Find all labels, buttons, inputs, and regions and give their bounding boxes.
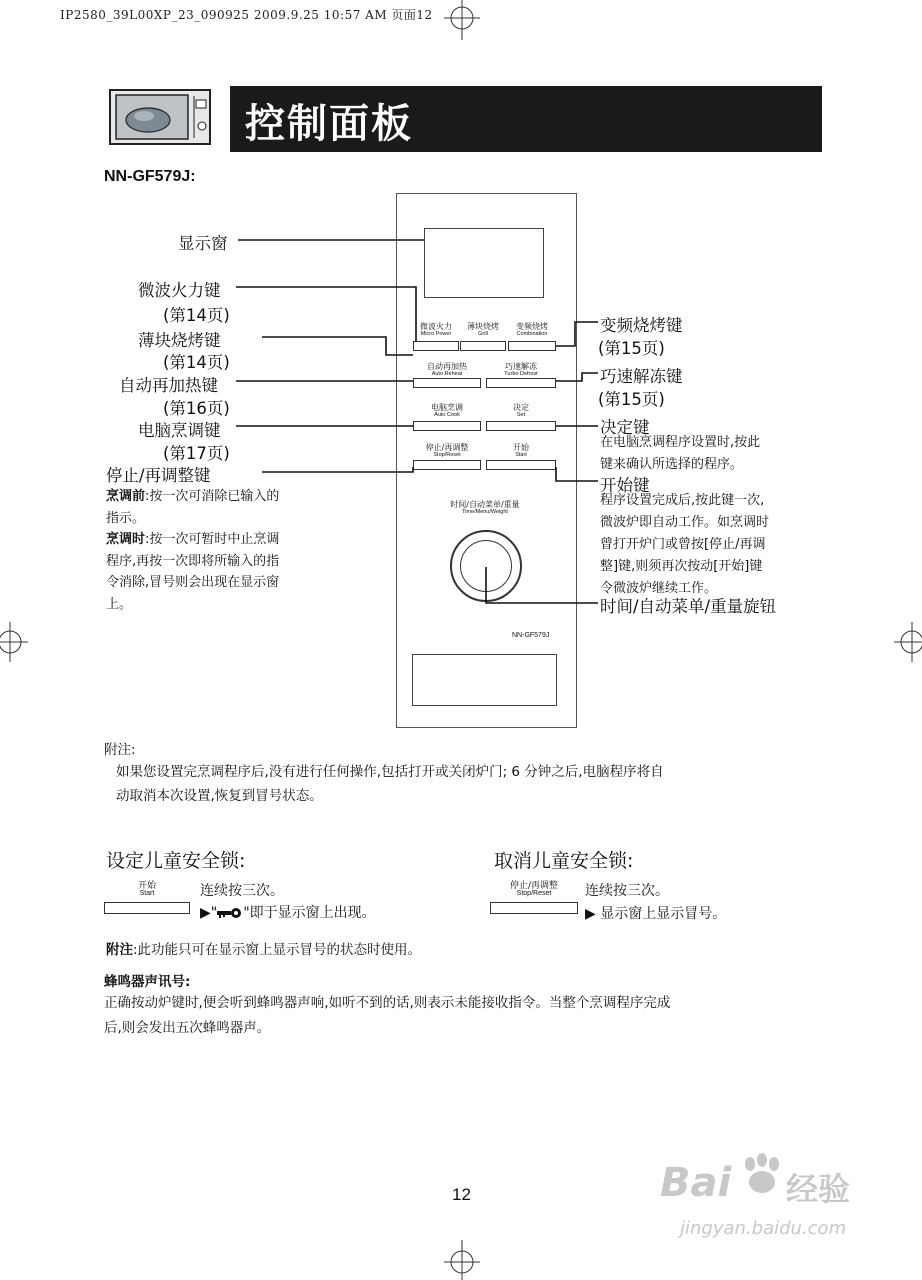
paw-icon: [740, 1152, 784, 1196]
beep-heading: 蜂鸣器声讯号:: [104, 974, 191, 990]
note-label: 附注:: [104, 742, 136, 758]
label-turbo-defrost-key: 巧速解冻键: [600, 367, 683, 386]
set-key-description: 在电脑烹调程序设置时,按此 键来确认所选择的程序。: [600, 435, 761, 472]
watermark-brand: Bai: [660, 1160, 732, 1206]
key-icon: [217, 907, 243, 919]
child-lock-cancel-heading: 取消儿童安全锁:: [494, 850, 634, 872]
page-number: 12: [452, 1185, 471, 1204]
model-heading: NN-GF579J:: [104, 168, 196, 185]
stop-reset-description: 烹调前:按一次可消除已输入的 指示。 烹调时:按一次可暂时中止烹调 程序,再按一次即将所输入的指 令消除,冒号则会出现在显示窗 上。: [106, 489, 280, 612]
beep-text: 正确按动炉键时,便会听到蜂鸣器声响,如听不到的话,则表示未能接收指令。当整个烹调程序完成 后,则会发出五次蜂鸣器声。: [104, 995, 671, 1036]
child-lock-cancel-button-label: 停止/再调整 Stop/Reset: [509, 881, 559, 897]
label-combination-key: 变频烧烤键: [600, 316, 683, 335]
label-micro-power-page: (第14页): [163, 306, 230, 325]
panel-label-combination: 变频烧烤 Combination: [516, 322, 548, 337]
label-micro-power-key: 微波火力键: [138, 281, 221, 300]
label-dial-knob: 时间/自动菜单/重量旋钮: [600, 597, 777, 616]
panel-label-grill: 薄块烧烤 Grill: [467, 322, 499, 337]
child-lock-set-heading: 设定儿童安全锁:: [106, 850, 246, 872]
label-auto-reheat-key: 自动再加热键: [119, 376, 218, 395]
panel-label-auto-cook: 电脑烹调 Auto Cook: [431, 403, 463, 418]
child-lock-set-button-label: 开始 Start: [137, 881, 156, 897]
panel-label-micro-power: 微波火力 Micro Power: [420, 322, 452, 337]
page-title: 控制面板: [245, 101, 413, 147]
child-lock-set-step2: ▶" "即于显示窗上出现。: [200, 905, 376, 921]
watermark-url: jingyan.baidu.com: [680, 1218, 847, 1239]
arrow-right-icon: ▶: [200, 905, 211, 921]
label-stop-reset-key: 停止/再调整键: [106, 466, 211, 485]
panel-model-label: NN-GF579J: [512, 632, 550, 639]
label-auto-reheat-page: (第16页): [163, 399, 230, 418]
label-combination-page: (第15页): [598, 339, 665, 358]
label-auto-cook-key: 电脑烹调键: [138, 421, 221, 440]
arrow-right-icon: ▶: [585, 906, 596, 922]
panel-label-dial: 时间/自动菜单/重量 Time/Menu/Weight: [450, 500, 520, 515]
panel-label-turbo-defrost: 巧速解冻 Turbo Defrost: [504, 362, 538, 377]
child-lock-start-button[interactable]: [104, 902, 190, 914]
label-set-key: 决定键: [600, 418, 650, 437]
note-text: 如果您设置完烹调程序后,没有进行任何操作,包括打开或关闭炉门; 6 分钟之后,电脑程序将自 动取消本次设置,恢复到冒号状态。: [116, 764, 664, 804]
start-key-description: 程序设置完成后,按此键一次, 微波炉即自动工作。如烹调时 曾打开炉门或曾按[停止/再调 整]键,则须再次按动[开始]键 令微波炉继续工作。: [600, 493, 770, 596]
child-lock-cancel-step2: ▶ 显示窗上显示冒号。: [585, 906, 727, 922]
label-grill-key: 薄块烧烤键: [138, 331, 221, 350]
panel-label-start: 开始 Start: [513, 443, 529, 458]
label-auto-cook-page: (第17页): [163, 444, 230, 463]
panel-label-set: 决定 Set: [513, 403, 529, 418]
label-start-key: 开始键: [600, 476, 650, 495]
label-grill-page: (第14页): [163, 353, 230, 372]
print-header: IP2580_39L00XP_23_090925 2009.9.25 10:57 AM 页面12: [60, 8, 433, 22]
label-turbo-defrost-page: (第15页): [598, 390, 665, 409]
panel-label-auto-reheat: 自动再加热 Auto Reheat: [427, 362, 467, 377]
child-lock-cancel-step1: 连续按三次。: [585, 883, 669, 899]
child-lock-note: 附注:此功能只可在显示窗上显示冒号的状态时使用。: [106, 942, 422, 958]
child-lock-set-step1: 连续按三次。: [200, 883, 284, 899]
label-display-window: 显示窗: [178, 234, 228, 253]
child-lock-stop-reset-button[interactable]: [490, 902, 578, 914]
panel-label-stop-reset: 停止/再调整 Stop/Reset: [425, 443, 469, 458]
watermark-brand2: 经验: [786, 1170, 851, 1208]
